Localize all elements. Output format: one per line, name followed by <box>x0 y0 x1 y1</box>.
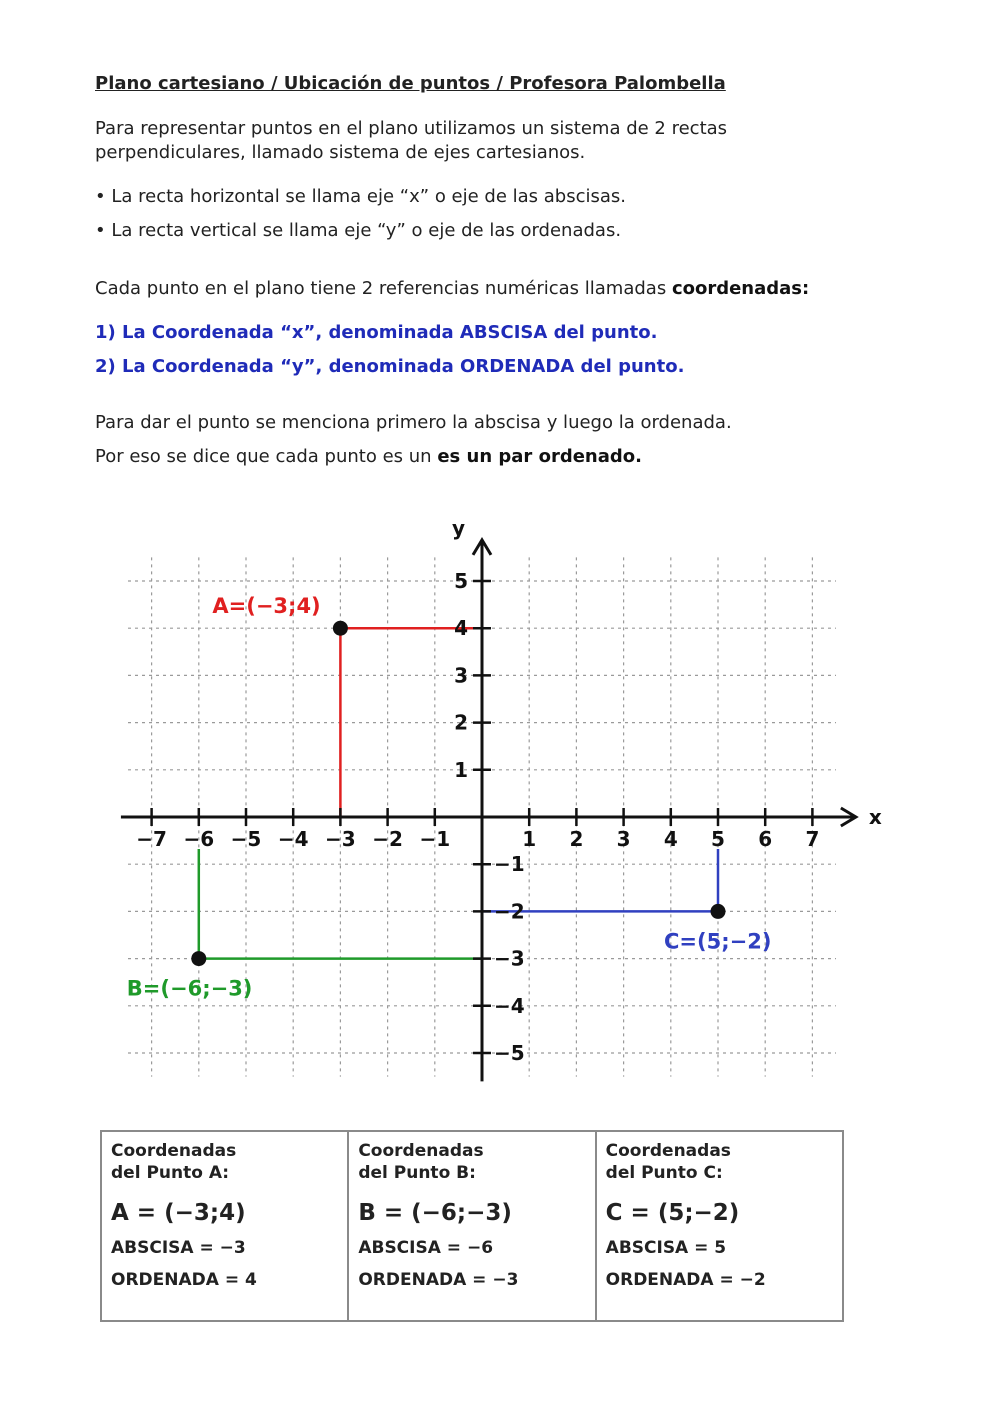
bullet-glyph: • <box>95 186 106 207</box>
coordinates-table <box>100 1130 844 1322</box>
x-tick-label: −6 <box>183 827 215 851</box>
point-c-cell <box>596 1131 843 1321</box>
x-tick-label: −2 <box>372 827 403 851</box>
point-c <box>711 904 726 919</box>
bullet-item <box>95 185 626 209</box>
table-row <box>101 1131 843 1321</box>
y-tick-label: 3 <box>454 663 468 688</box>
cell-heading: Coordenadas <box>358 1141 484 1161</box>
ordered-pair-text: Por eso se dice que cada punto es un <box>95 446 438 467</box>
ordenada-value: ORDENADA = −2 <box>605 1270 766 1290</box>
y-tick-label: 4 <box>454 616 468 641</box>
y-tick-label: −4 <box>494 993 525 1018</box>
coordinate-y-definition: 2) La Coordenada “y”, denominada ORDENADA del punto. <box>95 356 685 377</box>
cell-heading: del Punto B: <box>358 1163 476 1183</box>
intro-paragraph: Para representar puntos en el plano utilizamos un sistema de 2 rectas perpendiculares, llamado sistema de ejes cartesianos. <box>95 118 728 163</box>
ordered-pair: A = (−3;4) <box>111 1200 246 1226</box>
x-tick-label: −4 <box>277 827 309 851</box>
ordered-pair-paragraph-1: Para dar el punto se menciona primero la abscisa y luego la ordenada. <box>95 412 732 433</box>
y-tick-label: −5 <box>494 1041 525 1065</box>
ordered-pair-bold: es un par ordenado. <box>437 446 642 467</box>
point-b-label: B=(−6;−3) <box>126 976 253 1001</box>
x-tick-label: 6 <box>758 827 773 851</box>
bullet-glyph: • <box>95 220 106 241</box>
x-tick-label: 4 <box>663 827 678 851</box>
cell-heading: del Punto A: <box>111 1163 230 1183</box>
x-tick-label: 1 <box>522 827 537 851</box>
ordered-pair-paragraph-2 <box>95 445 642 469</box>
x-tick-label: 7 <box>805 827 820 851</box>
bullet-item <box>95 219 621 243</box>
point-b <box>191 951 206 966</box>
bullet-text: La recta horizontal se llama eje “x” o eje de las abscisas. <box>111 186 627 207</box>
y-tick-label: −2 <box>494 899 525 924</box>
cell-heading: Coordenadas <box>605 1141 731 1161</box>
points <box>127 594 772 1000</box>
point-c-label: C=(5;−2) <box>664 929 772 954</box>
x-tick-label: 3 <box>616 827 631 851</box>
x-tick-label: 5 <box>711 827 725 851</box>
point-b-cell <box>348 1131 595 1321</box>
y-tick-label: 2 <box>454 710 468 735</box>
x-tick-label: −1 <box>419 827 451 851</box>
x-axis-label: x <box>868 805 882 829</box>
y-tick-label: −1 <box>494 852 525 877</box>
coordinates-intro <box>95 277 809 301</box>
ordered-pair: B = (−6;−3) <box>358 1200 512 1226</box>
ordenada-value: ORDENADA = 4 <box>111 1270 257 1290</box>
page-title: Plano cartesiano / Ubicación de puntos / Profesora Palombella <box>95 73 726 94</box>
y-tick-label: −3 <box>494 946 525 971</box>
x-tick-label: −7 <box>136 827 167 851</box>
y-tick-label: 5 <box>454 569 468 593</box>
x-tick-label: −5 <box>230 827 262 851</box>
abscisa-value: ABSCISA = 5 <box>605 1238 727 1258</box>
cartesian-plane <box>0 500 1000 1100</box>
y-axis-label: y <box>452 515 466 540</box>
cell-heading: Coordenadas <box>111 1141 237 1161</box>
x-tick-label: −3 <box>325 827 356 851</box>
x-tick-label: 2 <box>569 827 584 851</box>
cell-heading: del Punto C: <box>605 1163 723 1183</box>
coordinates-intro-text: Cada punto en el plano tiene 2 referencias numéricas llamadas <box>95 278 672 299</box>
abscisa-value: ABSCISA = −3 <box>111 1238 246 1258</box>
point-a-label: A=(−3;4) <box>212 594 321 619</box>
point-a <box>333 621 348 636</box>
bullet-text: La recta vertical se llama eje “y” o eje de las ordenadas. <box>111 220 622 241</box>
coordinates-intro-bold: coordenadas: <box>671 278 810 299</box>
ordered-pair: C = (5;−2) <box>605 1200 740 1226</box>
abscisa-value: ABSCISA = −6 <box>358 1238 494 1258</box>
coordinate-x-definition: 1) La Coordenada “x”, denominada ABSCISA del punto. <box>95 322 658 343</box>
ordenada-value: ORDENADA = −3 <box>358 1270 519 1290</box>
point-a-cell <box>101 1131 348 1321</box>
y-tick-label: 1 <box>454 757 468 782</box>
